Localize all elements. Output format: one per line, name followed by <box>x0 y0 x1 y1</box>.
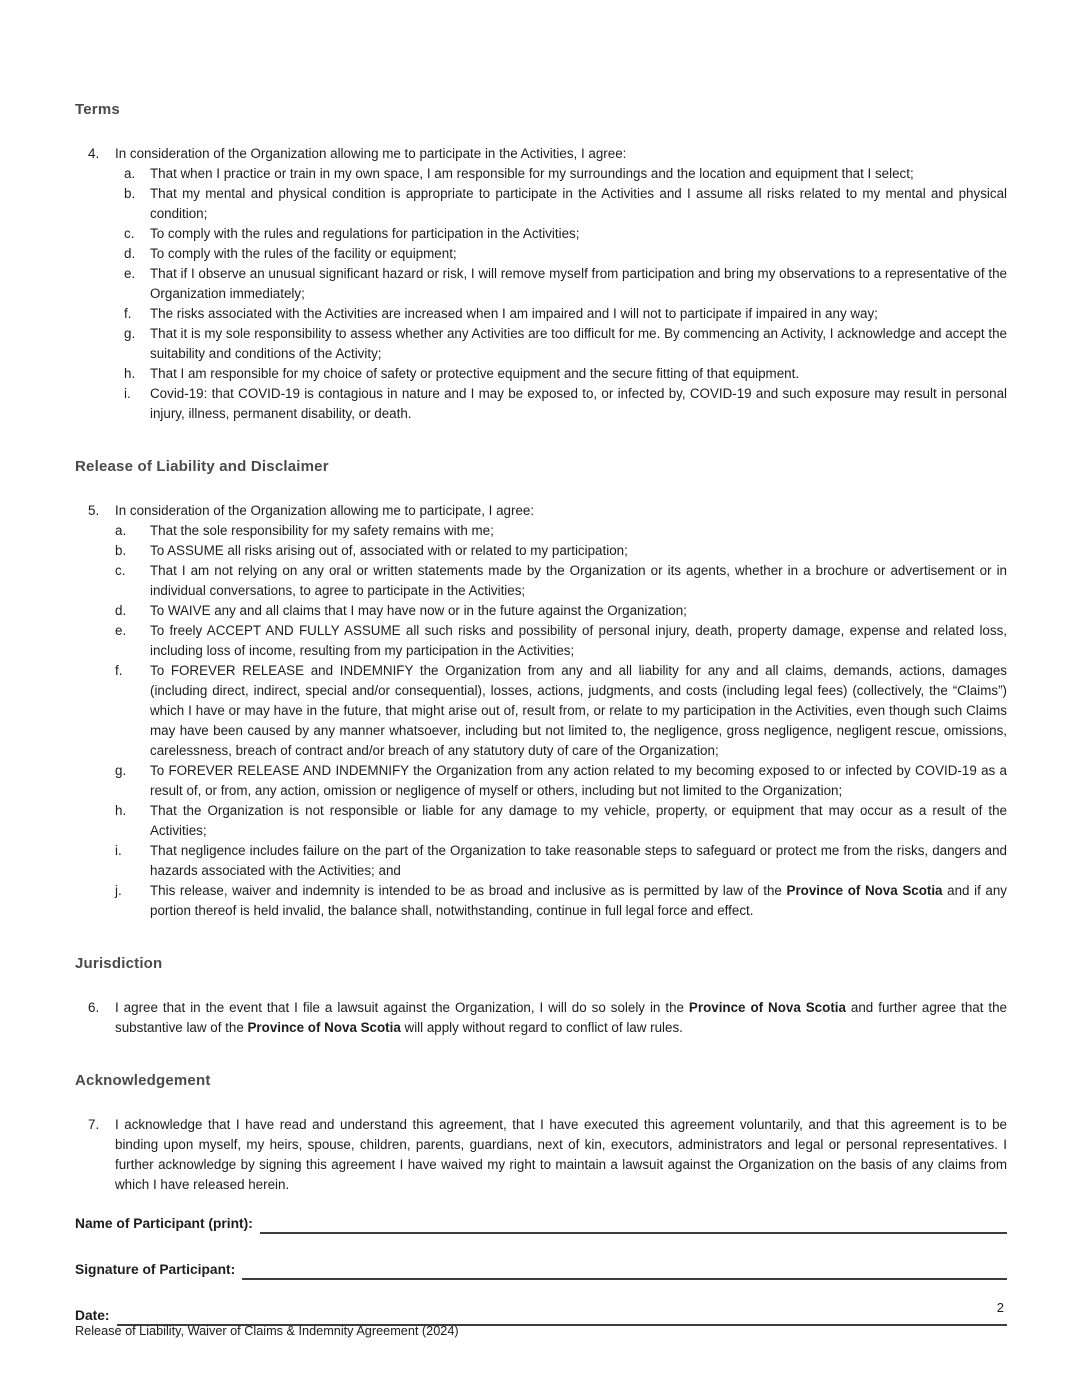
subitem-text: That negligence includes failure on the part of the Organization to take reasonable steps to safeguard or protect me from the risks, dangers and hazards associated with the Activities; and <box>150 843 1007 878</box>
list-subitem <box>124 384 1007 424</box>
numbered-item <box>75 998 1007 1038</box>
subitem-text: That when I practice or train in my own space, I am responsible for my surroundings and the location and equipment that I select; <box>150 166 914 181</box>
signature-block <box>75 1214 1007 1326</box>
list-subitem <box>115 761 1007 801</box>
signature-row <box>75 1260 1007 1280</box>
subitem-text: That I am not relying on any oral or written statements made by the Organization or its agents, whether in a brochure or advertisement or in individual conversations, to agree to participate in the Activities; <box>150 563 1007 598</box>
list-subitem <box>124 184 1007 224</box>
list-subitem <box>124 224 1007 244</box>
list-subitem <box>115 521 1007 541</box>
section-heading: Jurisdiction <box>75 955 163 972</box>
subitem-list <box>75 521 1007 921</box>
list-subitem <box>115 601 1007 621</box>
document-content <box>75 100 1007 1326</box>
subitem-text: To comply with the rules and regulations for participation in the Activities; <box>150 226 580 241</box>
subitem-letter: b. <box>124 186 136 201</box>
subitem-text: To FOREVER RELEASE and INDEMNIFY the Organization from any and all liability for any and all claims, demands, actions, damages (including direct, indirect, special and/or consequential), losses, actions, judgments, and costs (including legal fees) (collectively, the “Claims”) which I have or may have in the future, that might arise out of, result from, or relate to my participation in the Activities, even though such Claims may have been caused by any manner whatsoever, including but not limited to, the negligence, gross negligence, negligent rescue, omissions, carelessness, breach of contract and/or breach of any statutory duty of care of the Organization; <box>150 663 1007 758</box>
item-text: In consideration of the Organization allowing me to participate, I agree: <box>115 503 535 518</box>
subitem-letter: j. <box>115 883 122 898</box>
subitem-letter: e. <box>124 266 136 281</box>
document-section <box>75 954 1007 1038</box>
item-text: I acknowledge that I have read and understand this agreement, that I have executed this agreement voluntarily, and that this agreement is to be binding upon myself, my heirs, spouse, children, parents, guardians, next of kin, executors, administrators and legal or personal representatives. I further acknowledge by signing this agreement I have waived my right to maintain a lawsuit against the Organization on the basis of any claims from which I have released herein. <box>115 1117 1007 1192</box>
item-number: 5. <box>88 503 100 518</box>
subitem-list <box>75 164 1007 424</box>
subitem-text: That my mental and physical condition is appropriate to participate in the Activities and I assume all risks related to my mental and physical condition; <box>150 186 1007 221</box>
document-section <box>75 100 1007 424</box>
subitem-text: To FOREVER RELEASE AND INDEMNIFY the Organization from any action related to my becoming exposed to or infected by COVID-19 as a result of, or from, any action, omission or negligence of myself or others, including but not limited to the Organization; <box>150 763 1007 798</box>
signature-row <box>75 1306 1007 1326</box>
subitem-text: To freely ACCEPT AND FULLY ASSUME all such risks and possibility of personal injury, death, property damage, expense and related loss, including loss of income, resulting from my participation in the Activities; <box>150 623 1007 658</box>
subitem-letter: d. <box>115 603 127 618</box>
numbered-item <box>75 501 1007 521</box>
page-number: 2 <box>996 1300 1004 1315</box>
item-number: 4. <box>88 146 100 161</box>
section-heading: Acknowledgement <box>75 1072 211 1089</box>
signature-label: Date: <box>75 1308 110 1323</box>
list-subitem <box>115 621 1007 661</box>
subitem-text: That I am responsible for my choice of safety or protective equipment and the secure fitting of that equipment. <box>150 366 800 381</box>
list-subitem <box>115 881 1007 921</box>
list-subitem <box>115 661 1007 761</box>
subitem-text: That it is my sole responsibility to assess whether any Activities are too difficult for me. By commencing an Activity, I acknowledge and accept the suitability and conditions of the Activity; <box>150 326 1007 361</box>
subitem-text: That the Organization is not responsible or liable for any damage to my vehicle, property, or equipment that may occur as a result of the Activities; <box>150 803 1007 838</box>
subitem-letter: i. <box>115 843 122 858</box>
subitem-letter: h. <box>124 366 136 381</box>
subitem-letter: h. <box>115 803 127 818</box>
subitem-letter: f. <box>115 663 123 678</box>
section-heading: Terms <box>75 101 120 118</box>
list-subitem <box>115 841 1007 881</box>
signature-row <box>75 1214 1007 1234</box>
document-section <box>75 457 1007 921</box>
subitem-letter: b. <box>115 543 127 558</box>
subitem-letter: e. <box>115 623 127 638</box>
subitem-letter: d. <box>124 246 136 261</box>
item-text: In consideration of the Organization allowing me to participate in the Activities, I agree: <box>115 146 627 161</box>
subitem-letter: c. <box>124 226 135 241</box>
list-subitem <box>124 164 1007 184</box>
list-subitem <box>115 801 1007 841</box>
subitem-text: That if I observe an unusual significant hazard or risk, I will remove myself from participation and bring my observations to a representative of the Organization immediately; <box>150 266 1007 301</box>
subitem-letter: f. <box>124 306 132 321</box>
signature-label: Signature of Participant: <box>75 1262 236 1277</box>
list-subitem <box>124 244 1007 264</box>
sections-container <box>75 100 1007 1195</box>
item-number: 7. <box>88 1117 100 1132</box>
subitem-text: To ASSUME all risks arising out of, associated with or related to my participation; <box>150 543 628 558</box>
list-subitem <box>124 324 1007 364</box>
subitem-text: To WAIVE any and all claims that I may have now or in the future against the Organization; <box>150 603 687 618</box>
numbered-item <box>75 1115 1007 1195</box>
subitem-text: That the sole responsibility for my safety remains with me; <box>150 523 494 538</box>
subitem-letter: g. <box>124 326 136 341</box>
item-text: I agree that in the event that I file a lawsuit against the Organization, I will do so solely in the Province of Nova Scotia and further agree that the substantive law of the Province of Nova Scotia will apply without regard to conflict of law rules. <box>115 1000 1008 1035</box>
subitem-text: Covid-19: that COVID-19 is contagious in nature and I may be exposed to, or infected by, COVID-19 and such exposure may result in personal injury, illness, permanent disability, or death. <box>150 386 1007 421</box>
subitem-letter: i. <box>124 386 131 401</box>
item-number: 6. <box>88 1000 100 1015</box>
subitem-text: The risks associated with the Activities are increased when I am impaired and I will not to participate if impaired in any way; <box>150 306 878 321</box>
subitem-letter: a. <box>115 523 127 538</box>
numbered-item <box>75 144 1007 164</box>
list-subitem <box>124 364 1007 384</box>
signature-label: Name of Participant (print): <box>75 1216 253 1231</box>
subitem-text: This release, waiver and indemnity is intended to be as broad and inclusive as is permitted by law of the Province of Nova Scotia and if any portion thereof is held invalid, the balance shall, notwithstanding, continue in full legal force and effect. <box>150 883 1007 918</box>
subitem-letter: c. <box>115 563 126 578</box>
signature-line <box>260 1218 1007 1234</box>
footer-text: Release of Liability, Waiver of Claims & Indemnity Agreement (2024) <box>75 1324 459 1338</box>
signature-line <box>242 1264 1007 1280</box>
document-section <box>75 1071 1007 1195</box>
subitem-letter: g. <box>115 763 127 778</box>
list-subitem <box>115 561 1007 601</box>
section-heading: Release of Liability and Disclaimer <box>75 458 329 475</box>
subitem-letter: a. <box>124 166 136 181</box>
subitem-text: To comply with the rules of the facility or equipment; <box>150 246 457 261</box>
list-subitem <box>124 304 1007 324</box>
list-subitem <box>124 264 1007 304</box>
list-subitem <box>115 541 1007 561</box>
